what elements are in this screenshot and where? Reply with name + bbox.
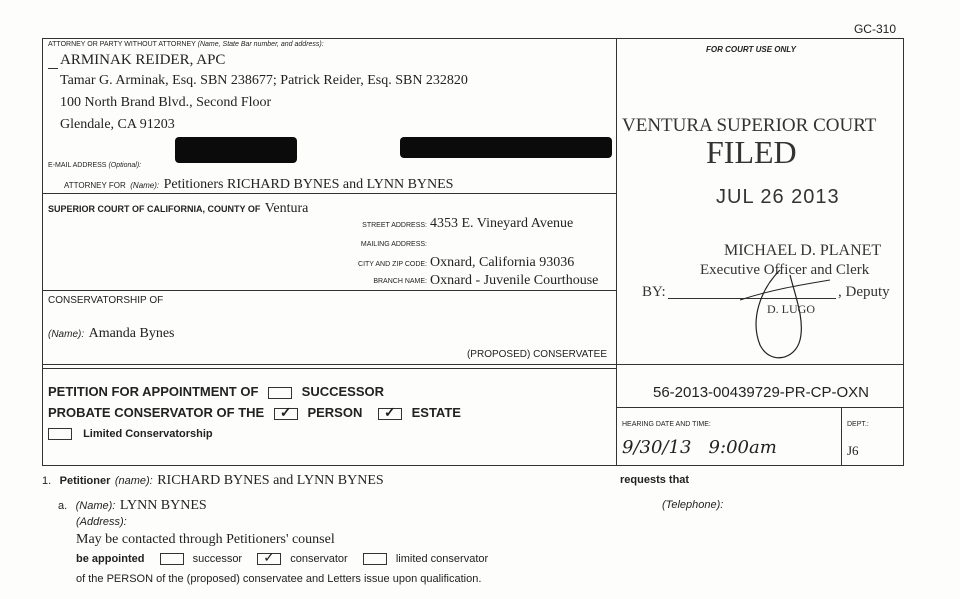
item1-name-note: (name): (114, 475, 153, 487)
city-label: CITY AND ZIP CODE: (358, 261, 427, 268)
court-row (48, 199, 308, 217)
middle-divider (616, 38, 617, 466)
stamp-deputy: , Deputy (838, 284, 890, 300)
item1-name: RICHARD BYNES and LYNN BYNES (157, 473, 384, 488)
attorney-for-value: Petitioners RICHARD BYNES and LYNN BYNES (163, 177, 454, 192)
branch-label: BRANCH NAME: (373, 278, 427, 285)
attorney-header-note: (Name, State Bar number, and address): (197, 41, 324, 48)
court-use-label: FOR COURT USE ONLY (706, 45, 796, 54)
stamp-date: JUL 26 2013 (716, 186, 840, 208)
stamp-by: BY: (642, 284, 666, 300)
court-county: Ventura (264, 201, 309, 216)
item1a-last-line: of the PERSON of the (proposed) conservatee and Letters issue upon qualification. (76, 573, 482, 585)
attorney-names: Tamar G. Arminak, Esq. SBN 238677; Patrick Reider, Esq. SBN 232820 (60, 73, 468, 88)
right-border (903, 38, 904, 466)
case-role: (PROPOSED) CONSERVATEE (466, 349, 607, 360)
attorney-header (48, 41, 324, 48)
attorney-for-note: (Name): (130, 181, 160, 190)
court-bottom-line (42, 290, 616, 291)
stamp-officer: MICHAEL D. PLANET (724, 242, 882, 259)
hearing-value: 9/30/13 9:00am (622, 437, 777, 458)
address-line1: 100 North Brand Blvd., Second Floor (60, 95, 272, 110)
item1-row (42, 471, 384, 489)
attorney-for-label: ATTORNEY FOR (64, 181, 126, 190)
case-number: 56-2013-00439729-PR-CP-OXN (653, 384, 869, 401)
city-value: Oxnard, California 93036 (430, 255, 575, 270)
case-label: CONSERVATORSHIP OF (48, 295, 164, 306)
firm-underline (48, 68, 58, 69)
stamp-clerk: D. LUGO (767, 302, 815, 316)
attorney-for-row (64, 175, 453, 193)
petition-bottom-line (42, 465, 904, 466)
case-name-label: (Name): (48, 329, 85, 340)
item1a-letter: a. (58, 500, 68, 512)
court-label: SUPERIOR COURT OF CALIFORNIA, COUNTY OF (48, 204, 261, 214)
petition-title-2c: ESTATE (411, 405, 461, 420)
dept-label: DEPT.: (847, 421, 869, 428)
item1a-appointed-row (76, 553, 488, 565)
be-appointed-label: be appointed (76, 553, 145, 565)
limited-checkbox[interactable] (48, 428, 72, 440)
stamp-court: VENTURA SUPERIOR COURT (622, 115, 877, 136)
dept-divider (841, 407, 842, 465)
email-label-note: (Optional): (108, 162, 142, 169)
item1a-telephone: (Telephone): (662, 499, 724, 511)
item1a-row (58, 496, 207, 514)
item1a-name: LYNN BYNES (119, 498, 207, 513)
item1a-contact: May be contacted through Petitioners' counsel (76, 532, 335, 547)
attorney-header-label: ATTORNEY OR PARTY WITHOUT ATTORNEY (48, 41, 196, 48)
item1a-limited-label: limited conservator (395, 553, 489, 565)
case-bottom-line-2 (42, 368, 616, 369)
redaction-bar-1 (175, 137, 297, 163)
top-border (42, 38, 904, 39)
petition-title-1a: PETITION FOR APPOINTMENT OF (48, 384, 259, 399)
petition-title-line2 (48, 405, 461, 420)
address-line2: Glendale, CA 91203 (60, 117, 175, 132)
dept-value: J6 (847, 443, 859, 458)
person-checkbox[interactable] (274, 408, 298, 420)
petition-title-line3 (48, 428, 213, 440)
form-id: GC-310 (853, 22, 896, 36)
item1a-conservator-checkbox[interactable] (257, 553, 281, 565)
item1a-limited-checkbox[interactable] (363, 553, 387, 565)
stamp-filed: FILED (706, 134, 797, 170)
branch-value: Oxnard - Juvenile Courthouse (430, 273, 599, 288)
item1a-address-note: (Address): (76, 516, 127, 528)
item1a-successor-label: successor (192, 553, 243, 565)
item1a-successor-checkbox[interactable] (160, 553, 184, 565)
street-text: 4353 E. Vineyard Avenue (430, 216, 574, 231)
street-value-visible (430, 216, 573, 232)
email-label-text: E-MAIL ADDRESS (48, 162, 107, 169)
estate-checkbox[interactable] (378, 408, 402, 420)
petition-title-2b: PERSON (307, 405, 363, 420)
mailing-label: MAILING ADDRESS: (360, 241, 427, 248)
signature-scribble (720, 250, 840, 370)
email-label (48, 162, 141, 169)
item1a-conservator-label: conservator (290, 553, 348, 565)
firm-name: ARMINAK REIDER, APC (60, 52, 226, 68)
item1-requests: requests that (620, 474, 690, 486)
case-name: Amanda Bynes (88, 326, 175, 341)
item1a-name-note: (Name): (75, 500, 116, 512)
successor-checkbox[interactable] (268, 387, 292, 399)
attorney-bottom-line (42, 193, 616, 194)
petition-title-3: Limited Conservatorship (83, 428, 213, 440)
petition-title-1b: SUCCESSOR (301, 384, 385, 399)
hearing-label: HEARING DATE AND TIME: (622, 421, 711, 428)
item1-number: 1. (42, 475, 52, 487)
left-border (42, 38, 43, 466)
petition-title-2a: PROBATE CONSERVATOR OF THE (48, 405, 265, 420)
case-number-bottom-line (616, 407, 903, 408)
street-label: STREET ADDRESS: (362, 222, 427, 229)
item1-label: Petitioner (59, 475, 111, 487)
petition-title-line1 (48, 384, 384, 399)
case-name-row (48, 324, 175, 342)
redaction-bar-2 (400, 137, 612, 158)
stamp-title: Executive Officer and Clerk (700, 262, 870, 278)
